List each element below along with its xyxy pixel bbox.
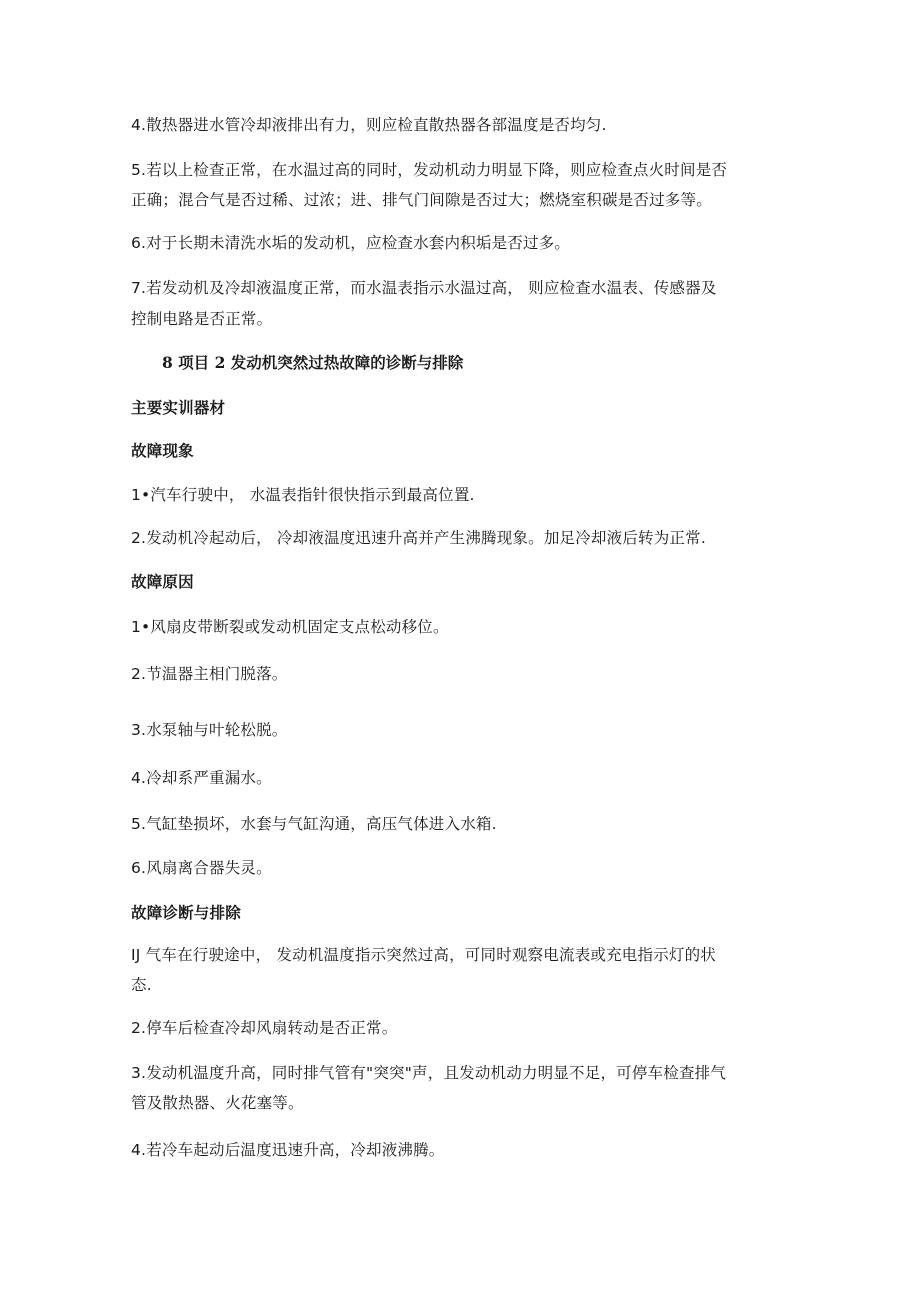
section-heading-symptom: 故障现象: [131, 442, 194, 460]
section-heading-equipment: 主要实训器材: [131, 399, 226, 417]
symptom-item: 2.发动机冷起动后， 冷却液温度迅速升高并产生沸腾现象。加足冷却液后转为正常.: [131, 529, 706, 547]
paragraph-line: 正确；混合气是否过稀、过浓；进、排气门间隙是否过大；燃烧室积碳是否过多等。: [131, 191, 712, 209]
cause-item: 1•风扇皮带断裂或发动机固定支点松动移位。: [131, 618, 449, 636]
section-heading-diagnosis: 故障诊断与排除: [131, 904, 241, 922]
paragraph-line: 4.散热器进水管冷却液排出有力，则应检直散热器各部温度是否均匀.: [131, 116, 607, 134]
diagnosis-line: 态.: [131, 976, 152, 994]
cause-item: 4.冷却系严重漏水。: [131, 769, 272, 787]
diagnosis-line: 3.发动机温度升高，同时排气管有"突突"声，且发动机动力明显不足，可停车检查排气: [131, 1064, 727, 1082]
diagnosis-line: 4.若冷车起动后温度迅速升高，冷却液沸腾。: [131, 1141, 445, 1159]
cause-item: 6.风扇离合器失灵。: [131, 859, 272, 877]
cause-item: 3.水泵轴与叶轮松脱。: [131, 721, 288, 739]
diagnosis-line: 管及散热器、火花塞等。: [131, 1094, 304, 1112]
cause-item: 5.气缸垫损坏，水套与气缸沟通，高压气体进入水箱.: [131, 815, 497, 833]
section-heading-cause: 故障原因: [131, 573, 194, 591]
diagnosis-line: 2.停车后检查冷却风扇转动是否正常。: [131, 1019, 398, 1037]
diagnosis-line: IJ 气车在行驶途中， 发动机温度指示突然过高，可同时观察电流表或充电指示灯的状: [131, 946, 716, 964]
paragraph-line: 控制电路是否正常。: [131, 310, 273, 328]
paragraph-line: 5.若以上检查正常，在水温过高的同时，发动机动力明显下降，则应检查点火时间是否: [131, 161, 728, 179]
paragraph-line: 6.对于长期未清洗水垢的发动机，应检查水套内积垢是否过多。: [131, 234, 571, 252]
paragraph-line: 7.若发动机及冷却液温度正常，而水温表指示水温过高， 则应检查水温表、传感器及: [131, 279, 717, 297]
project-title: 8 项目 2 发动机突然过热故障的诊断与排除: [162, 353, 464, 372]
symptom-item: 1•汽车行驶中， 水温表指针很快指示到最高位置.: [131, 486, 475, 504]
cause-item: 2.节温器主相门脱落。: [131, 665, 288, 683]
